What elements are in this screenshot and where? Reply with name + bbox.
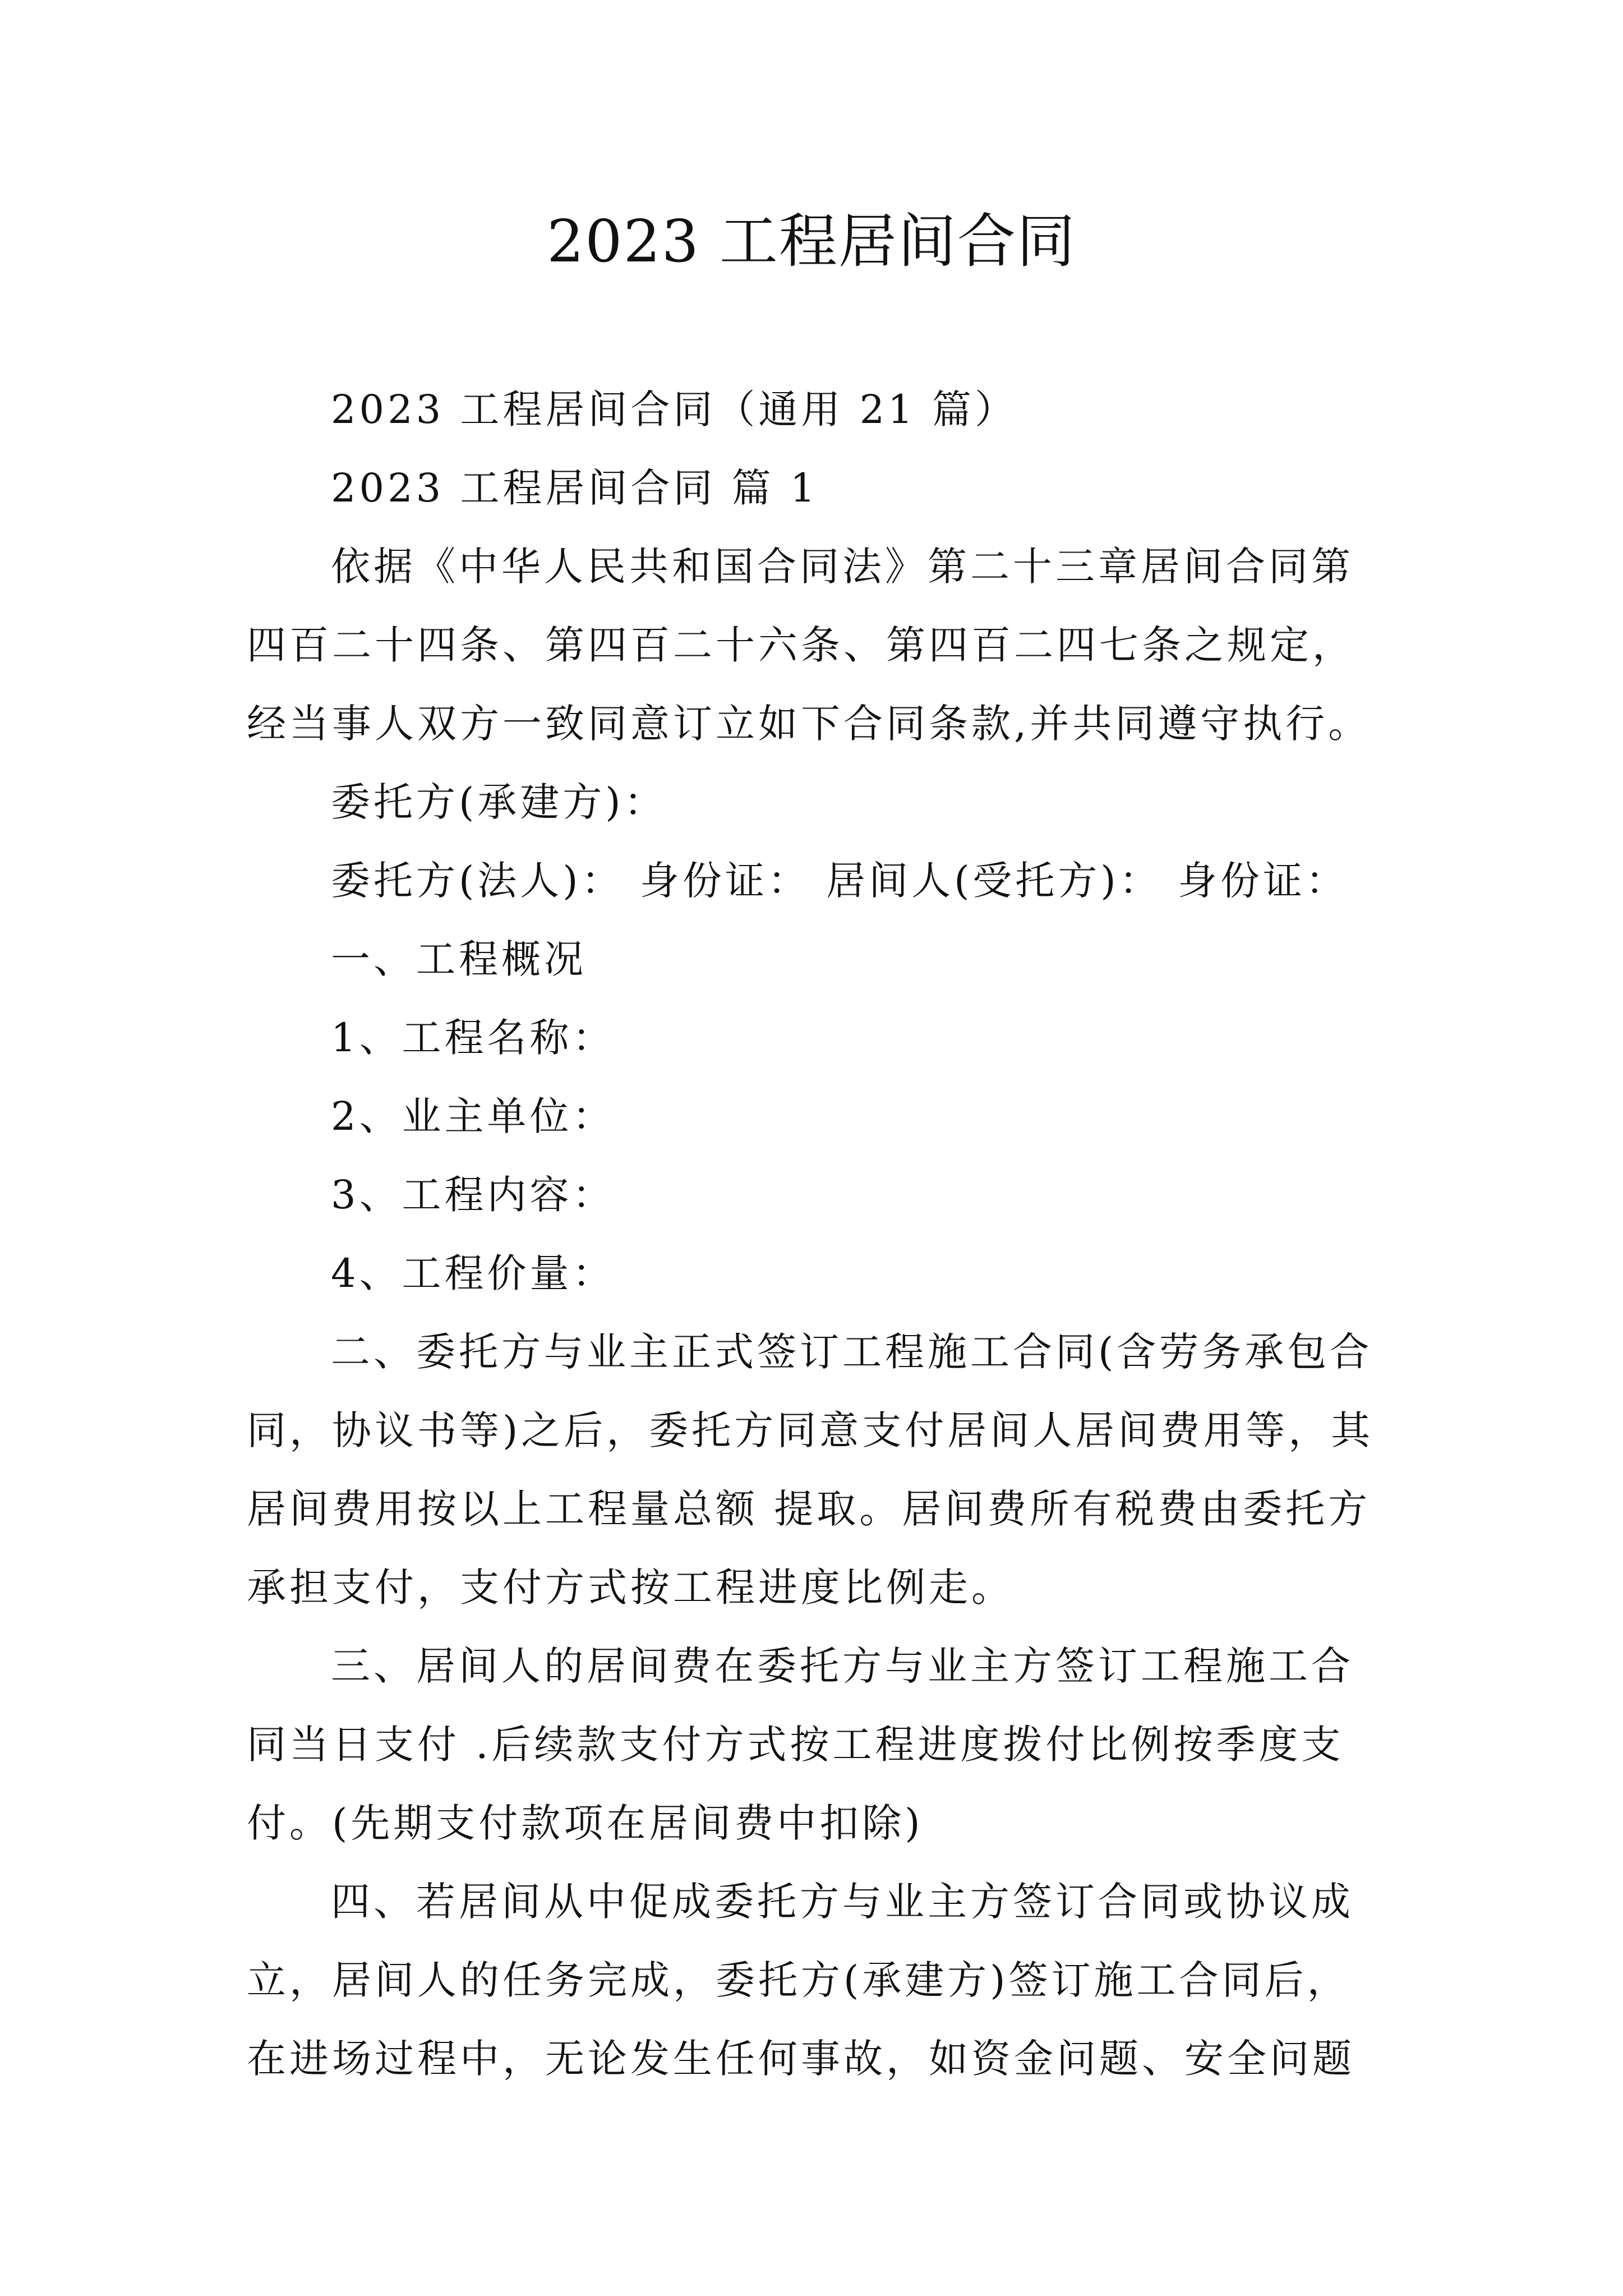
document-body xyxy=(247,370,1391,2098)
paragraph-project-name: 1、工程名称： xyxy=(331,1015,615,1061)
paragraph-clause-four: 四、若居间从中促成委托方与业主方签订合同或协议成立，居间人的任务完成，委托方(承建方)签订施工合同后，在进场过程中，无论发生任何事故，如资金问题、安全问题 xyxy=(247,1879,1355,2082)
paragraph-project-content: 3、工程内容： xyxy=(331,1172,615,1218)
paragraph-party-ids: 委托方(法人)： 身份证： 居间人(受托方)： 身份证： xyxy=(331,858,1348,904)
document-title: 2023 工程居间合同 xyxy=(547,207,1076,275)
paragraph-project-overview: 一、工程概况 xyxy=(331,936,587,982)
paragraph-legal-basis: 依据《中华人民共和国合同法》第二十三章居间合同第四百二十四条、第四百二十六条、第四百二四七条之规定，经当事人双方一致同意订立如下合同条款,并共同遵守执行。 xyxy=(247,544,1371,747)
paragraph-owner-unit: 2、业主单位： xyxy=(331,1093,615,1139)
paragraph-section-heading: 2023 工程居间合同 篇 1 xyxy=(331,465,819,511)
paragraph-clause-three: 三、居间人的居间费在委托方与业主方签订工程施工合同当日支付 .后续款支付方式按工程进度拨付比例按季度支付。(先期支付款项在居间费中扣除) xyxy=(247,1643,1354,1846)
paragraph-project-value: 4、工程价量： xyxy=(331,1250,615,1296)
paragraph-subtitle: 2023 工程居间合同（通用 21 篇） xyxy=(331,386,1017,432)
paragraph-client-party: 委托方(承建方)： xyxy=(331,779,667,825)
paragraph-clause-two: 二、委托方与业主正式签订工程施工合同(含劳务承包合同，协议书等)之后，委托方同意支付居间人居间费用等，其居间费用按以上工程量总额 提取。居间费所有税费由委托方承担支付，支付方式按工程进度比例走。 xyxy=(247,1329,1374,1611)
